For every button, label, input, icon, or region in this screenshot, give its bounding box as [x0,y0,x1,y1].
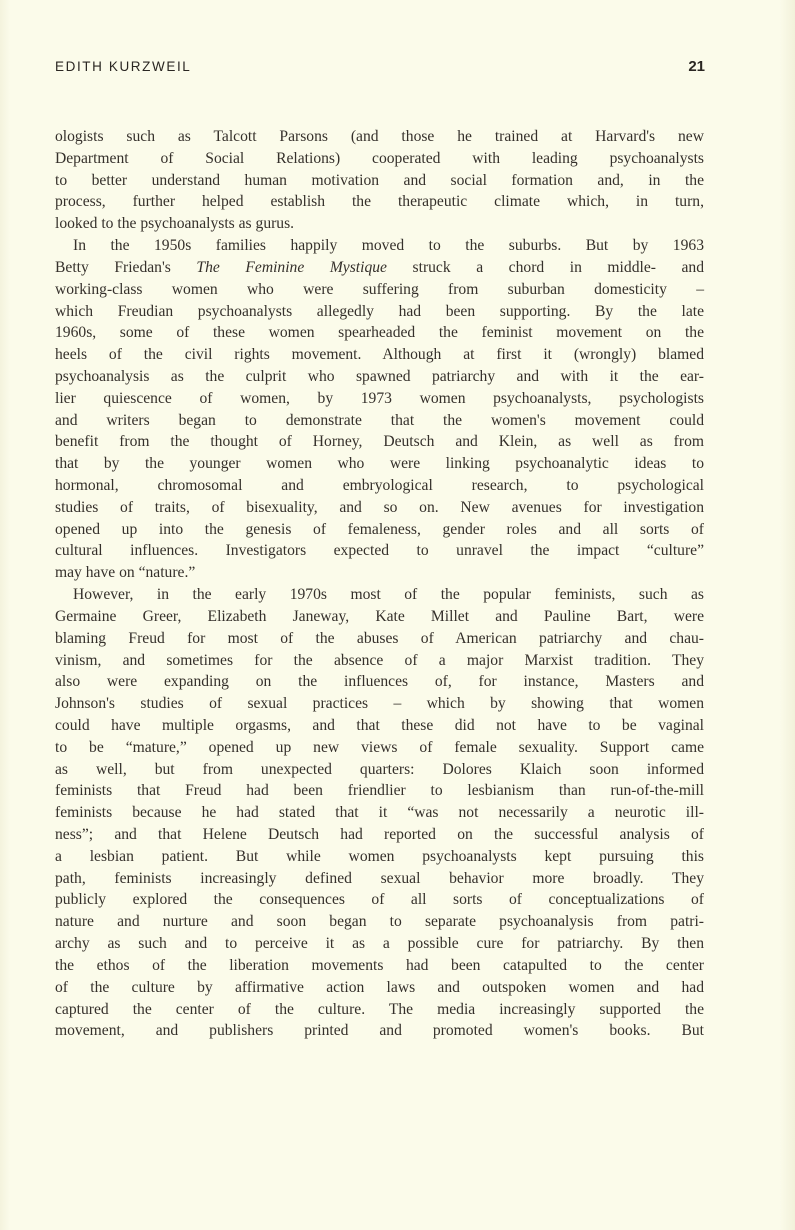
text-segment: struck a chord in middle- and [386,258,705,276]
text-line: may have on “nature.” [55,564,196,582]
text-line: vinism, and sometimes for the absence of a major Marxist tradition. They [55,651,704,669]
paragraph [55,235,704,584]
text-line: could have multiple orgasms, and that these did not have to be vaginal [55,716,704,734]
text-line: lier quiescence of women, by 1973 women psychoanalysts, psychologists [55,389,704,407]
running-head [55,58,705,75]
text-line: However, in the early 1970s most of the popular feminists, such as [73,586,704,604]
text-line: ness”; and that Helene Deutsch had reported on the successful analysis of [55,826,704,843]
text-line: to better understand human motivation and social formation and, in the [55,171,704,189]
book-title: The Feminine Mystique [196,258,387,276]
paragraph [55,126,704,235]
text-line: publicly explored the consequences of all sorts of conceptualizations of [55,891,704,909]
text-line: Johnson's studies of sexual practices – which by showing that women [55,695,704,713]
text-line: of the culture by affirmative action laws and outspoken women and had [55,978,704,996]
text-line [55,257,704,279]
text-line: Department of Social Relations) cooperated with leading psychoanalysts [55,149,704,167]
text-line: heels of the civil rights movement. Although at first it (wrongly) blamed [55,346,704,364]
text-line: path, feminists increasingly defined sexual behavior more broadly. They [55,869,704,887]
text-line: a lesbian patient. But while women psychoanalysts kept pursuing this [55,847,704,865]
text-line: benefit from the thought of Horney, Deutsch and Klein, as well as from [55,433,704,451]
paragraph [55,584,704,1042]
text-line: as well, but from unexpected quarters: Dolores Klaich soon informed [55,760,704,778]
text-line: 1960s, some of these women spearheaded the feminist movement on the [55,324,704,342]
text-line: nature and nurture and soon began to separate psychoanalysis from patri- [55,913,704,931]
text-line: ologists such as Talcott Parsons (and those he trained at Harvard's new [55,128,704,145]
text-line: also were expanding on the influences of, for instance, Masters and [55,673,704,691]
text-segment: Betty Friedan's [55,258,197,276]
text-line: In the 1950s families happily moved to the suburbs. But by 1963 [73,237,704,255]
text-line: that by the younger women who were linking psychoanalytic ideas to [55,455,704,473]
text-line: opened up into the genesis of femaleness, gender roles and all sorts of [55,520,704,538]
text-line: Germaine Greer, Elizabeth Janeway, Kate Millet and Pauline Bart, were [55,607,704,625]
text-line: hormonal, chromosomal and embryological research, to psychological [55,477,704,494]
text-line: which Freudian psychoanalysts allegedly had been supporting. By the late [55,302,704,320]
text-line: blaming Freud for most of the abuses of American patriarchy and chau- [55,629,704,647]
text-line: archy as such and to perceive it as a possible cure for patriarchy. By then [55,935,704,953]
text-line: feminists because he had stated that it “was not necessarily a neurotic ill- [55,804,704,822]
text-line: movement, and publishers printed and promoted women's books. But [55,1022,704,1040]
text-line: working-class women who were suffering from suburban domesticity – [55,280,704,298]
text-line: cultural influences. Investigators expected to unravel the impact “culture” [55,542,704,560]
text-line: the ethos of the liberation movements had been catapulted to the center [55,956,704,974]
text-line: captured the center of the culture. The media increasingly supported the [55,1000,704,1018]
text-line: studies of traits, of bisexuality, and so on. New avenues for investigation [55,498,704,516]
text-line: psychoanalysis as the culprit who spawned patriarchy and with it the ear- [55,367,704,385]
text-line: process, further helped establish the therapeutic climate which, in turn, [55,193,704,211]
running-head-author: EDITH KURZWEIL [55,59,192,74]
body-text [55,126,704,1042]
page-number: 21 [688,58,705,75]
text-line: to be “mature,” opened up new views of female sexuality. Support came [55,738,704,756]
text-line: feminists that Freud had been friendlier to lesbianism than run-of-the-mill [55,782,704,800]
text-line: and writers began to demonstrate that the women's movement could [55,411,704,429]
text-line: looked to the psychoanalysts as gurus. [55,215,295,233]
